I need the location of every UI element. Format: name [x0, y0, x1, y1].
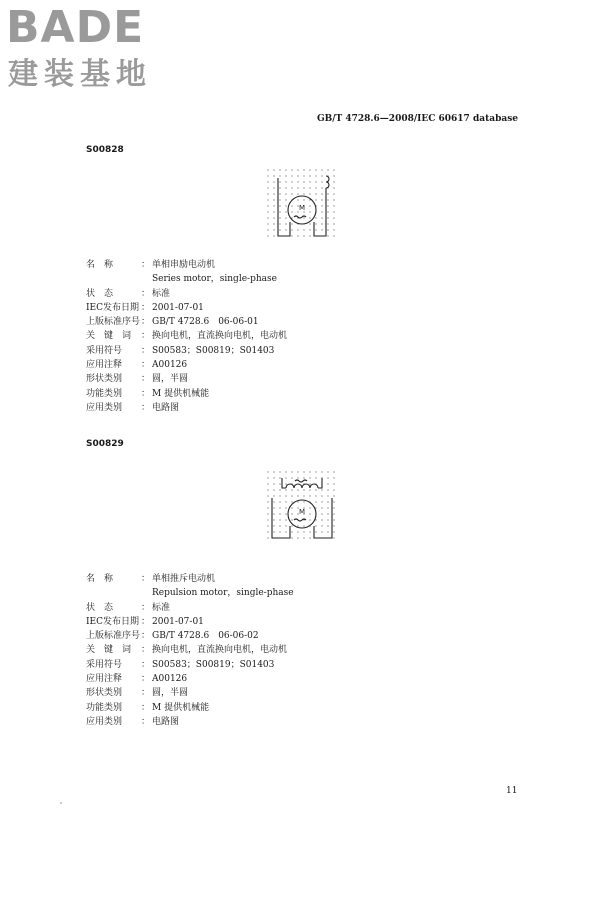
series-motor-single-phase-symbol-icon — [264, 166, 340, 242]
property-row — [86, 387, 287, 401]
standard-reference-header: GB/T 4728.6—2008/IEC 60617 database — [316, 114, 518, 124]
entry-code: S00828 — [86, 145, 124, 155]
property-value: GB/T 4728.6 06-06-02 — [152, 631, 259, 642]
property-label: 应用注释 ： — [86, 358, 152, 372]
property-value: 2001-07-01 — [152, 302, 204, 313]
property-label: 功能类别 ： — [86, 701, 152, 715]
property-row — [86, 643, 294, 657]
property-label: 形状类别 ： — [86, 372, 152, 386]
property-label: 状 态 ： — [86, 601, 152, 615]
property-value: 标准 — [152, 602, 171, 613]
property-label: 状 态 ： — [86, 287, 152, 301]
property-label: 应用类别 ： — [86, 401, 152, 415]
property-value: 单相推斥电动机 — [152, 574, 216, 584]
property-label: 形状类别 ： — [86, 686, 152, 700]
property-label: 关 键 词 ： — [86, 329, 152, 343]
property-value: 圆，半圆 — [152, 374, 189, 385]
property-value: 圆，半圆 — [152, 688, 189, 699]
property-value: S00583；S00819；S01403 — [152, 345, 275, 356]
property-value: Series motor，single-phase — [152, 274, 277, 285]
property-value: 标准 — [152, 288, 171, 299]
property-value: 换向电机，直流换向电机，电动机 — [152, 331, 288, 342]
property-row — [86, 272, 287, 286]
property-label: 功能类别 ： — [86, 387, 152, 401]
property-label — [86, 586, 152, 600]
property-row — [86, 358, 287, 372]
property-label: 名 称 ： — [86, 258, 152, 272]
property-label: 采用符号 ： — [86, 658, 152, 672]
property-row — [86, 658, 294, 672]
property-value: 单相串励电动机 — [152, 260, 216, 270]
page-number: 11 — [506, 786, 518, 796]
property-row — [86, 615, 294, 629]
property-value: A00126 — [152, 674, 188, 685]
property-row — [86, 258, 287, 272]
property-value: M 提供机械能 — [152, 388, 210, 399]
property-row — [86, 344, 287, 358]
property-row — [86, 401, 287, 415]
property-value: Repulsion motor，single-phase — [152, 588, 294, 599]
property-row — [86, 287, 287, 301]
property-row — [86, 629, 294, 643]
property-row — [86, 315, 287, 329]
property-label: 名 称 ： — [86, 572, 152, 586]
property-row — [86, 372, 287, 386]
property-label: 上版标准序号 ： — [86, 315, 152, 329]
property-label: 应用类别 ： — [86, 715, 152, 729]
repulsion-motor-single-phase-symbol-icon — [264, 468, 340, 544]
property-row — [86, 715, 294, 729]
bade-logo — [6, 2, 176, 94]
property-label: IEC发布日期 ： — [86, 615, 152, 629]
property-label: 关 键 词 ： — [86, 643, 152, 657]
property-row — [86, 672, 294, 686]
property-value: 电路图 — [152, 402, 180, 413]
entry-properties — [86, 572, 294, 729]
property-label: 上版标准序号 ： — [86, 629, 152, 643]
property-label: 采用符号 ： — [86, 344, 152, 358]
property-value: M 提供机械能 — [152, 702, 210, 713]
property-row — [86, 329, 287, 343]
property-row — [86, 301, 287, 315]
entry-properties — [86, 258, 287, 415]
property-label: IEC发布日期 ： — [86, 301, 152, 315]
scan-speck — [60, 802, 62, 804]
property-row — [86, 701, 294, 715]
entry-code: S00829 — [86, 439, 124, 449]
property-value: 电路图 — [152, 716, 180, 727]
property-label — [86, 272, 152, 286]
logo-latin-text: BADE — [6, 2, 145, 53]
property-row — [86, 601, 294, 615]
motor-letter: M — [298, 204, 306, 212]
property-row — [86, 586, 294, 600]
property-value: 换向电机，直流换向电机，电动机 — [152, 645, 288, 656]
property-label: 应用注释 ： — [86, 672, 152, 686]
property-value: GB/T 4728.6 06-06-01 — [152, 317, 259, 328]
property-row — [86, 686, 294, 700]
motor-letter: M — [298, 508, 306, 516]
property-value: A00126 — [152, 360, 188, 371]
property-value: 2001-07-01 — [152, 616, 204, 627]
property-value: S00583；S00819；S01403 — [152, 659, 275, 670]
logo-chinese-text: 建装基地 — [8, 57, 152, 92]
property-row — [86, 572, 294, 586]
